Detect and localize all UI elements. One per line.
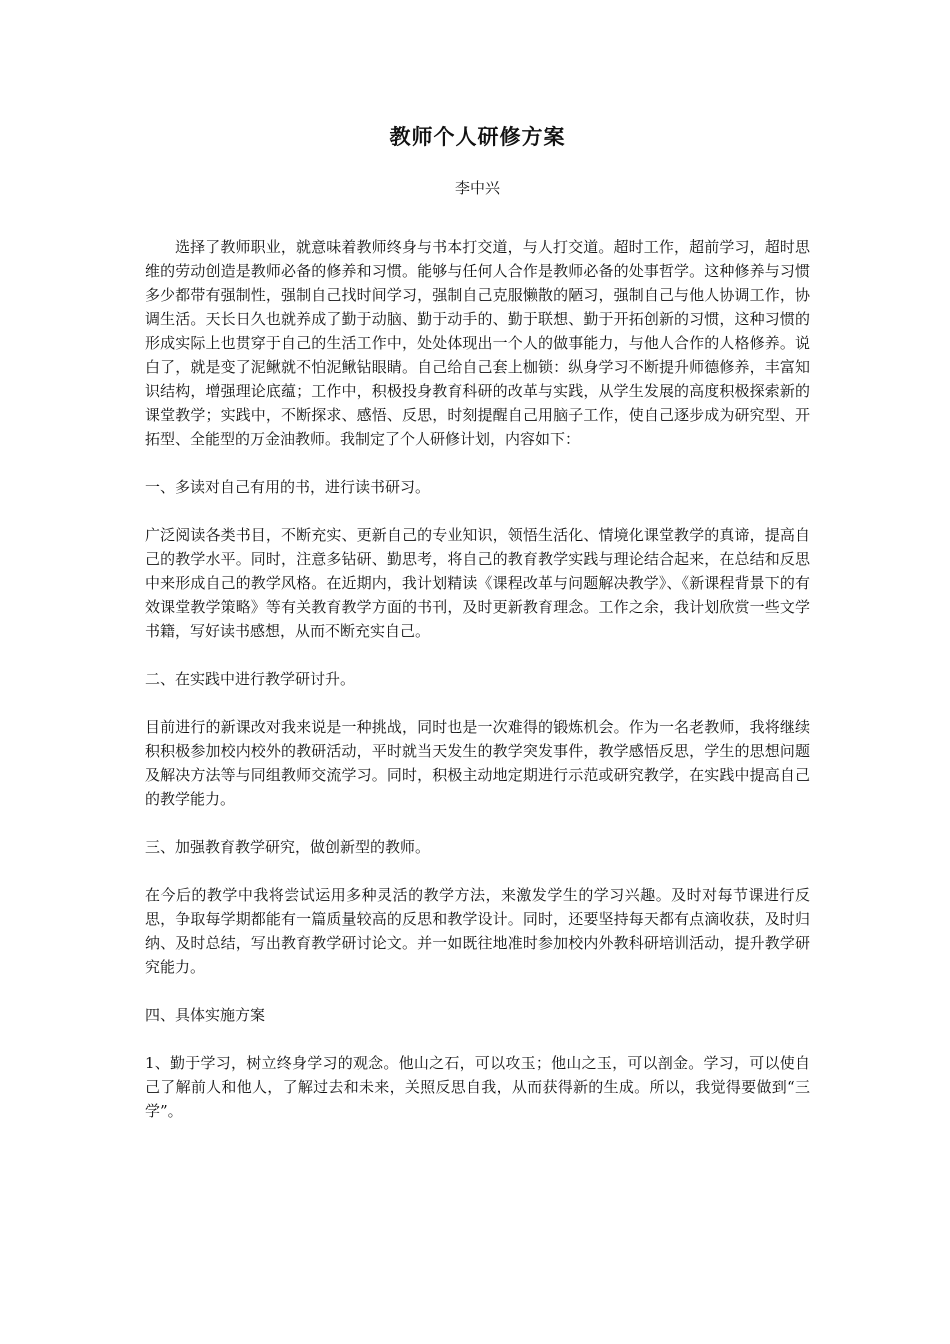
document-author: 李中兴 [454, 179, 500, 197]
section-heading: 一、多读对自己有用的书，进行读书研习。 [145, 478, 431, 496]
intro-paragraph: 选择了教师职业，就意味着教师终身与书本打交道，与人打交道。超时工作，超前学习，超时思维的劳动创造是教师必备的修养和习惯。能够与任何人合作是教师必备的处事哲学。这种修养与习惯多少都带有强制性，强制自己找时间学习，强制自己克服懒散的陋习，强制自己与他人协调工作，协调生活。天长日久也就养成了勤于动脑、勤于动手的、勤于联想、勤于开拓创新的习惯，这种习惯的形成实际上也贯穿于自己的生活工作中，处处体现出一个人的做事能力，与他人合作的人格修养。说白了，就是变了泥鳅就不怕泥鳅钻眼睛。自己给自己套上枷锁：纵身学习不断提升师德修养，丰富知识结构，增强理论底蕴；工作中，积极投身教育科研的改革与实践，从学生发展的高度积极探索新的课堂教学；实践中，不断探求、感悟、反思，时刻提醒自己用脑子工作，使自己逐步成为研究型、开拓型、全能型的万金油教师。我制定了个人研修计划，内容如下： [145, 238, 810, 448]
section-heading: 三、加强教育教学研究，做创新型的教师。 [145, 838, 431, 856]
document-title: 教师个人研修方案 [389, 124, 566, 149]
section-body: 1、勤于学习，树立终身学习的观念。他山之石，可以攻玉；他山之玉，可以剖金。学习，可以使自己了解前人和他人，了解过去和未来，关照反思自我，从而获得新的生成。所以，我觉得要做到“三学”。 [145, 1054, 810, 1120]
section-heading: 四、具体实施方案 [145, 1006, 266, 1024]
section-body: 广泛阅读各类书目，不断充实、更新自己的专业知识，领悟生活化、情境化课堂教学的真谛，提高自己的教学水平。同时，注意多钻研、勤思考，将自己的教育教学实践与理论结合起来，在总结和反思中来形成自己的教学风格。在近期内，我计划精读《课程改革与问题解决教学》、《新课程背景下的有效课堂教学策略》等有关教育教学方面的书刊，及时更新教育理念。工作之余，我计划欣赏一些文学书籍，写好读书感想，从而不断充实自己。 [145, 526, 810, 640]
section-body: 目前进行的新课改对我来说是一种挑战，同时也是一次难得的锻炼机会。作为一名老教师，我将继续积积极参加校内校外的教研活动，平时就当天发生的教学突发事件，教学感悟反思，学生的思想问题及解决方法等与同组教师交流学习。同时，积极主动地定期进行示范或研究教学，在实践中提高自己的教学能力。 [145, 718, 810, 808]
section-body: 在今后的教学中我将尝试运用多种灵活的教学方法，来激发学生的学习兴趣。及时对每节课进行反思，争取每学期都能有一篇质量较高的反思和教学设计。同时，还要坚持每天都有点滴收获，及时归纳、及时总结，写出教育教学研讨论文。并一如既往地准时参加校内外教科研培训活动，提升教学研究能力。 [145, 886, 810, 976]
section-heading: 二、在实践中进行教学研讨升。 [145, 670, 356, 688]
